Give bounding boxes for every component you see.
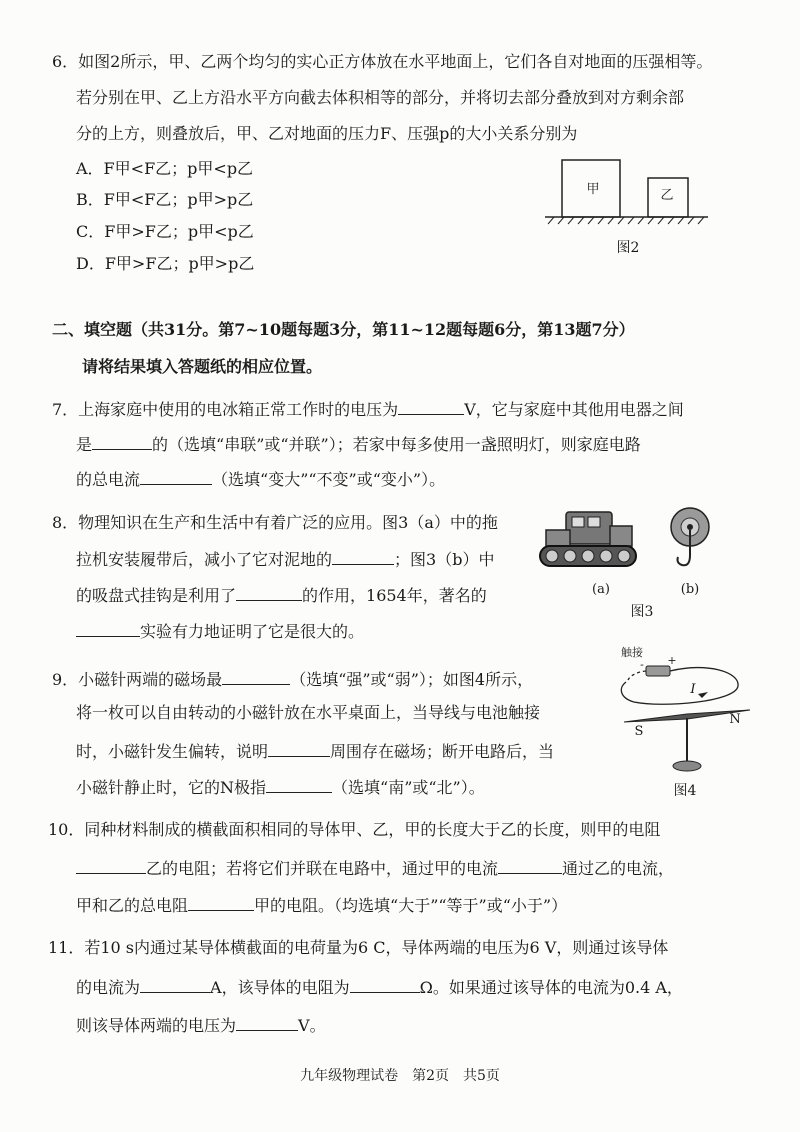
- q9-text-4a: 小磁针静止时，它的N极指: [76, 778, 267, 797]
- q8-blank-atmosphere[interactable]: [236, 582, 302, 601]
- q11-text-2c: Ω。如果通过该导体的电流为0.4 A，: [419, 978, 683, 997]
- figure-3-caption: 图3: [630, 604, 654, 620]
- touch-label: 触接: [621, 646, 643, 659]
- q7-text-1b: V，它与家庭中其他用电器之间: [464, 400, 684, 419]
- q7-line-3: [76, 466, 445, 492]
- q9-line-3: [76, 738, 554, 764]
- q10-line-3: [76, 892, 567, 918]
- figure-3a-label: (a): [592, 582, 610, 597]
- figure-4-caption: 图4: [673, 783, 697, 799]
- q9-line-2: 将一枚可以自由转动的小磁针放在水平桌面上，当导线与电池触接: [76, 703, 541, 722]
- q6-option-b: B．F甲<F乙；p甲>p乙: [76, 190, 254, 209]
- tractor-image: [536, 506, 646, 576]
- q6-line-2: 若分别在甲、乙上方沿水平方向截去体积相等的部分，并将切去部分叠放到对方剩余部: [76, 88, 685, 107]
- q8-text-2b: ；图3（b）中: [394, 550, 495, 569]
- q9-text-3b: 周围存在磁场；断开电路后，当: [330, 742, 555, 761]
- q6-line-1: 6．如图2所示，甲、乙两个均匀的实心正方体放在水平地面上，它们各自对地面的压强相等。: [52, 52, 713, 71]
- q11-text-2a: 的电流为: [76, 978, 141, 997]
- q8-line-3: [76, 582, 487, 608]
- q10-line-2: [76, 855, 674, 881]
- cube-jia-label: 甲: [586, 182, 600, 197]
- q8-line-2: [76, 546, 494, 572]
- q10-blank-resistance[interactable]: [76, 855, 146, 874]
- q11-text-3a: 则该导体两端的电压为: [76, 1016, 237, 1035]
- q11-line-2: [76, 974, 683, 1000]
- cube-yi-label: 乙: [660, 188, 674, 203]
- q8-blank-experiment[interactable]: [76, 618, 140, 637]
- stand-base: [673, 761, 701, 771]
- suction-hook-image: [660, 505, 720, 575]
- q11-text-3b: V。: [298, 1016, 326, 1035]
- q10-blank-current[interactable]: [498, 855, 562, 874]
- q7-text-3b: （选填“变大”“不变”或“变小”）。: [212, 470, 446, 489]
- q11-blank-current[interactable]: [140, 974, 210, 993]
- q8-line-4: [76, 618, 364, 644]
- q11-blank-voltage[interactable]: [236, 1012, 298, 1031]
- north-pole-label: N: [729, 712, 741, 727]
- q10-blank-total-resistance[interactable]: [188, 892, 254, 911]
- q6-option-c: C．F甲>F乙；p甲<p乙: [76, 222, 254, 241]
- q9-text-3a: 时，小磁针发生偏转，说明: [76, 742, 269, 761]
- battery-plus-label: +: [667, 654, 677, 667]
- q8-text-3b: 的作用，1654年，著名的: [302, 586, 487, 605]
- q9-text-4b: （选填“南”或“北”）。: [332, 778, 485, 797]
- current-label: I: [690, 682, 696, 697]
- figure-3b-label: (b): [680, 582, 700, 597]
- battery-minus-label: -: [640, 658, 644, 671]
- section-2-note: 请将结果填入答题纸的相应位置。: [82, 357, 323, 376]
- wire-loop: [621, 668, 738, 705]
- q9-text-1b: （选填“强”或“弱”）；如图4所示，: [290, 670, 534, 689]
- battery: [646, 666, 670, 676]
- q6-line-3: 分的上方，则叠放后，甲、乙对地面的压力F、压强p的大小关系分别为: [76, 124, 578, 143]
- q11-text-2b: A，该导体的电阻为: [210, 978, 350, 997]
- south-pole-label: S: [634, 724, 644, 739]
- q8-text-2a: 拉机安装履带后，减小了它对泥地的: [76, 550, 333, 569]
- q9-line-1: [52, 666, 533, 692]
- q7-line-2: [76, 431, 641, 457]
- q11-line-3: [76, 1012, 326, 1038]
- q7-text-3a: 的总电流: [76, 470, 141, 489]
- q9-blank-field-strength[interactable]: [222, 666, 290, 685]
- page-footer: 九年级物理试卷 第2页 共5页: [300, 1068, 500, 1084]
- q10-text-2b: 通过乙的电流，: [562, 859, 675, 878]
- q6-option-d: D．F甲>F乙；p甲>p乙: [76, 254, 255, 273]
- q9-blank-direction[interactable]: [266, 774, 332, 793]
- q10-text-2a: 乙的电阻；若将它们并联在电路中，通过甲的电流: [146, 859, 499, 878]
- q7-text-1a: 7．上海家庭中使用的电冰箱正常工作时的电压为: [52, 400, 399, 419]
- q8-blank-pressure[interactable]: [332, 546, 394, 565]
- figure-2: [540, 158, 720, 238]
- q11-line-1: 11．若10 s内通过某导体横截面的电荷量为6 C，导体两端的电压为6 V，则通过该导体: [48, 938, 669, 957]
- q10-line-1: 10．同种材料制成的横截面积相同的导体甲、乙，甲的长度大于乙的长度，则甲的电阻: [48, 820, 661, 839]
- q8-text-4b: 实验有力地证明了它是很大的。: [140, 622, 365, 641]
- section-2-title: 二、填空题（共31分。第7~10题每题3分，第11~12题每题6分，第13题7分）: [52, 320, 635, 339]
- q7-text-2b: 的（选填“串联”或“并联”）；若家中每多使用一盏照明灯，则家庭电路: [152, 435, 641, 454]
- q8-line-1: 8．物理知识在生产和生活中有着广泛的应用。图3（a）中的拖: [52, 513, 498, 532]
- figure-2-caption: 图2: [616, 240, 640, 256]
- q7-text-2a: 是: [76, 435, 93, 454]
- q9-blank-source[interactable]: [268, 738, 330, 757]
- q10-text-3a: 甲和乙的总电阻: [76, 896, 189, 915]
- q7-blank-connection[interactable]: [92, 431, 152, 450]
- q7-line-1: [52, 396, 684, 422]
- q10-text-3b: 甲的电阻。（均选填“大于”“等于”或“小于”）: [254, 896, 568, 915]
- q7-blank-current[interactable]: [140, 466, 212, 485]
- ground-hatching: [548, 217, 704, 224]
- q11-blank-resistance[interactable]: [350, 974, 420, 993]
- q9-text-1a: 9．小磁针两端的磁场最: [52, 670, 223, 689]
- q9-line-4: [76, 774, 485, 800]
- q8-text-3a: 的吸盘式挂钩是利用了: [76, 586, 237, 605]
- q6-option-a: A．F甲<F乙；p甲<p乙: [76, 159, 254, 178]
- q7-blank-voltage[interactable]: [398, 396, 464, 415]
